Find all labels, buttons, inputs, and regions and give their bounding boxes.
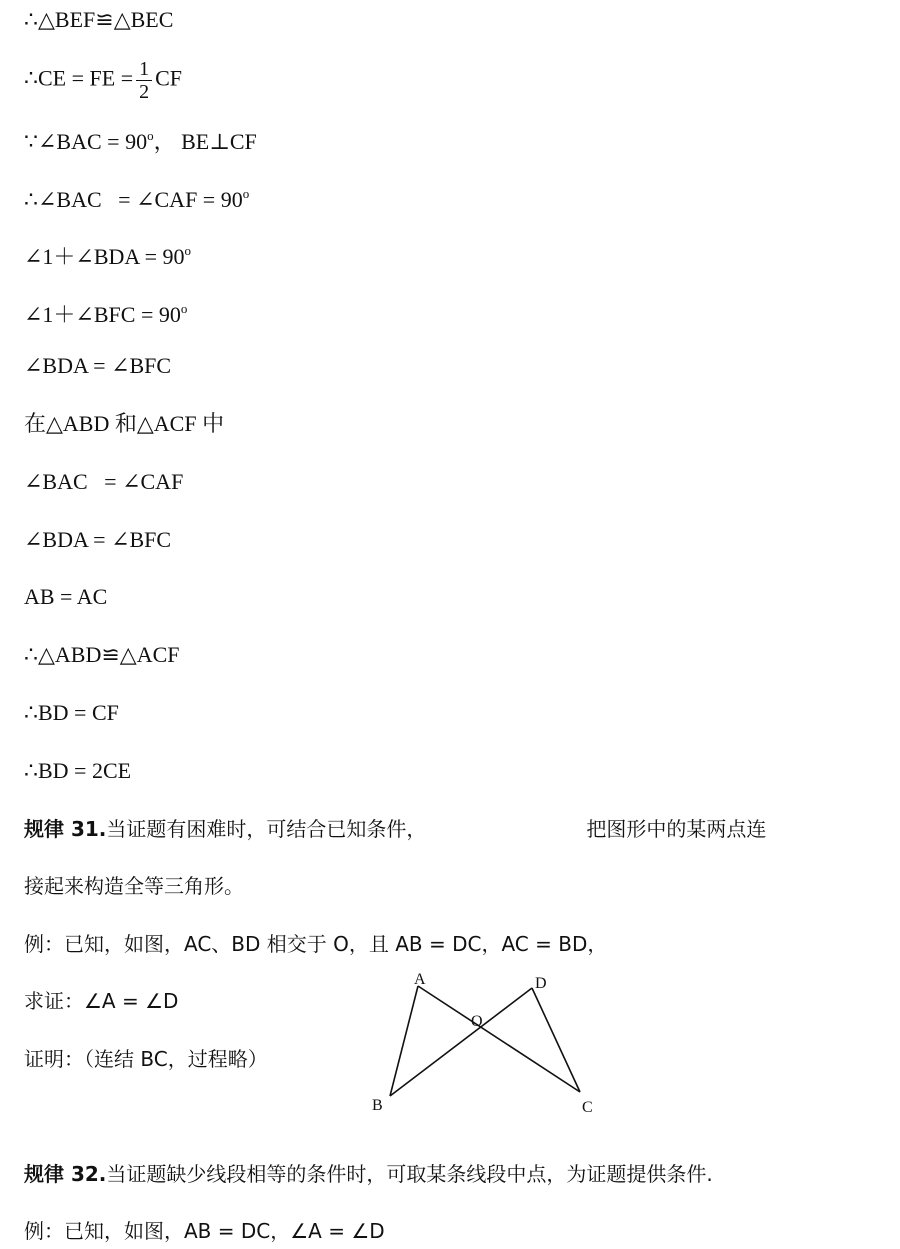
proof-line-2 [24,58,182,103]
proof-line-4-text: ∴∠BAC = ∠CAF = 90 [24,187,243,212]
proof-line-5 [24,237,191,271]
proof-line-11: AB = AC [24,584,108,609]
fraction-denominator: 2 [139,81,150,103]
degree-mark: o [180,301,188,316]
proof-line-14: ∴BD = 2CE [24,758,132,783]
proof-line-13: ∴BD = CF [24,700,119,725]
proof-line-4 [24,180,249,214]
degree-mark: o [147,128,154,143]
rule-31-prove: 求证：∠A = ∠D [24,989,179,1013]
point-label-c: C [582,1099,593,1116]
rule-32-label: 规律 32. [24,1162,107,1186]
proof-line-3-right: ， BE⊥CF [153,129,257,154]
rule-31-label: 规律 31. [24,817,107,841]
rule-31-text-c: 接起来构造全等三角形。 [24,874,244,898]
point-label-b: B [372,1097,383,1114]
rule-31-text-b: 把图形中的某两点连 [586,817,767,841]
fraction-half [136,58,152,103]
proof-line-8: 在△ABD 和△ACF 中 [24,411,225,436]
proof-line-7: ∠BDA = ∠BFC [24,353,172,378]
point-label-a: A [414,971,426,988]
proof-line-1: ∴△BEF≌△BEC [24,7,174,32]
rule-31-heading [24,815,766,843]
proof-line-6-text: ∠1＋∠BFC = 90 [24,302,181,327]
proof-line-5-text: ∠1＋∠BDA = 90 [24,244,185,269]
fraction-numerator: 1 [136,58,152,81]
rule-32-heading [24,1160,713,1188]
rule-31-proof: 证明：（连结 BC，过程略） [24,1047,268,1071]
rule-31-example: 例：已知，如图，AC、BD 相交于 O，且 AB = DC，AC = BD， [24,932,608,956]
rule-32-example: 例：已知，如图，AB = DC，∠A = ∠D [24,1219,385,1243]
proof-line-3-left: ∵∠BAC = 90 [24,129,148,154]
segment-bd [390,988,532,1096]
rule-32-text: 当证题缺少线段相等的条件时，可取某条线段中点，为证题提供条件. [106,1162,713,1186]
proof-line-12: ∴△ABD≌△ACF [24,642,180,667]
proof-line-6 [24,295,187,329]
degree-mark: o [242,186,250,201]
degree-mark: o [184,243,192,258]
proof-line-3 [24,122,257,156]
rule-31-text-a: 当证题有困难时，可结合已知条件， [106,817,427,841]
geometry-figure [360,962,620,1122]
proof-line-2-left: ∴CE = FE = [24,65,134,91]
proof-line-9: ∠BAC = ∠CAF [24,469,184,494]
proof-line-2-right: CF [155,65,183,91]
point-label-o: O [471,1013,483,1030]
segment-ab [390,986,418,1096]
proof-line-10: ∠BDA = ∠BFC [24,527,172,552]
point-label-d: D [535,975,547,992]
